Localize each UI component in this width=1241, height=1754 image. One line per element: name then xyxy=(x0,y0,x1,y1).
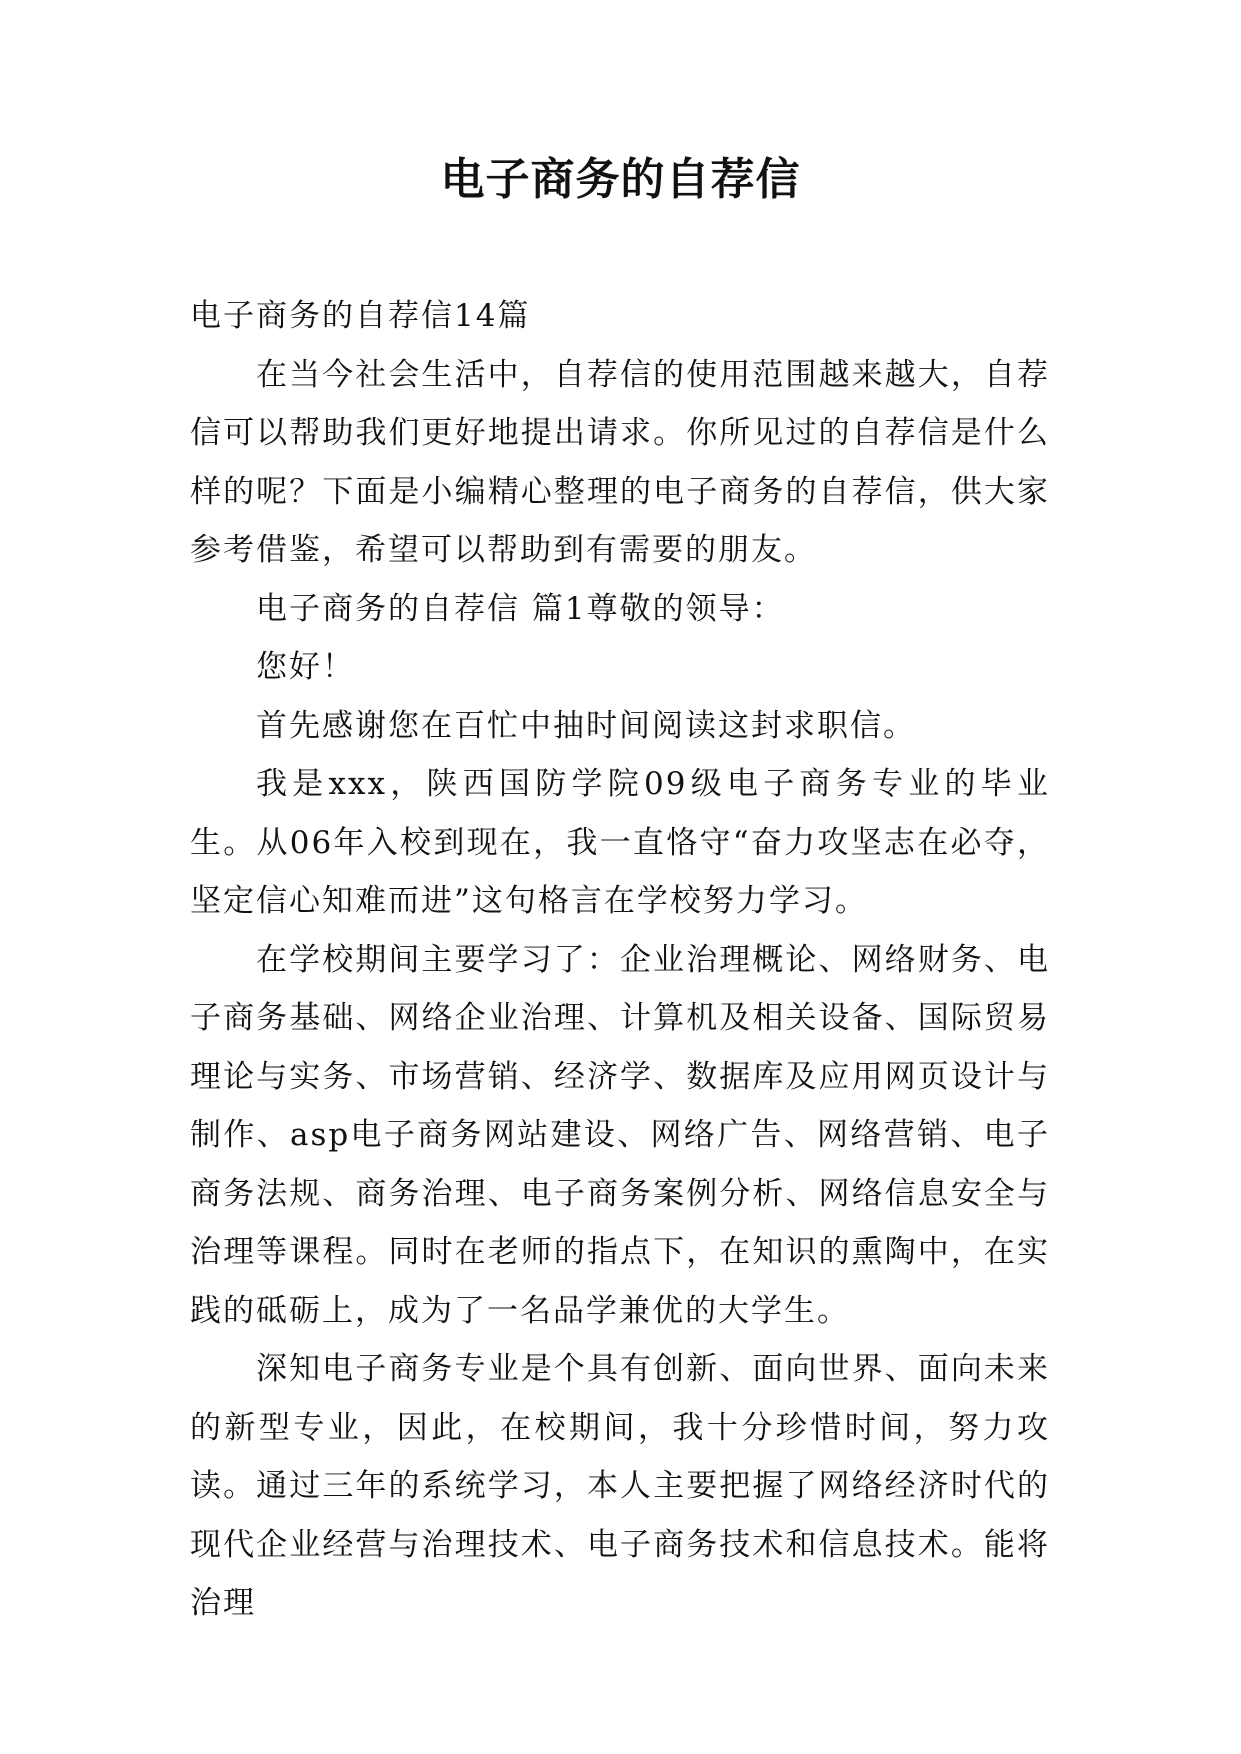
paragraph-letter-heading: 电子商务的自荐信 篇1尊敬的领导： xyxy=(256,590,785,627)
paragraph-major: 深知电子商务专业是个具有创新、面向世界、面向未来的新型专业，因此，在校期间，我十分珍惜时间，努力攻读。通过三年的系统学习，本人主要把握了网络经济时代的现代企业经营与治理技术、电子商务技术和信息技术。能将治理 xyxy=(190,1351,1050,1621)
document-title: 电子商务的自荐信 xyxy=(440,154,801,205)
paragraph-greeting: 您好！ xyxy=(256,649,355,685)
paragraph-thanks: 首先感谢您在百忙中抽时间阅读这封求职信。 xyxy=(256,707,916,744)
paragraph-intro: 在当今社会生活中，自荐信的使用范围越来越大，自荐信可以帮助我们更好地提出请求。你所见过的自荐信是什么样的呢？下面是小编精心整理的电子商务的自荐信，供大家参考借鉴，希望可以帮助到有需要的朋友。 xyxy=(190,356,1050,568)
document-body xyxy=(190,287,1050,1633)
paragraph-courses: 在学校期间主要学习了：企业治理概论、网络财务、电子商务基础、网络企业治理、计算机及相关设备、国际贸易理论与实务、市场营销、经济学、数据库及应用网页设计与制作、asp电子商务网站建设、网络广告、网络营销、电子商务法规、商务治理、电子商务案例分析、网络信息安全与治理等课程。同时在老师的指点下，在知识的熏陶中，在实践的砥砺上，成为了一名品学兼优的大学生。 xyxy=(190,941,1050,1329)
paragraph-self-introduction: 我是xxx，陕西国防学院09级电子商务专业的毕业生。从06年入校到现在，我一直恪守“奋力攻坚志在必夺，坚定信心知难而进”这句格言在学校努力学习。 xyxy=(190,766,1050,919)
paragraph-subtitle: 电子商务的自荐信14篇 xyxy=(190,298,531,334)
